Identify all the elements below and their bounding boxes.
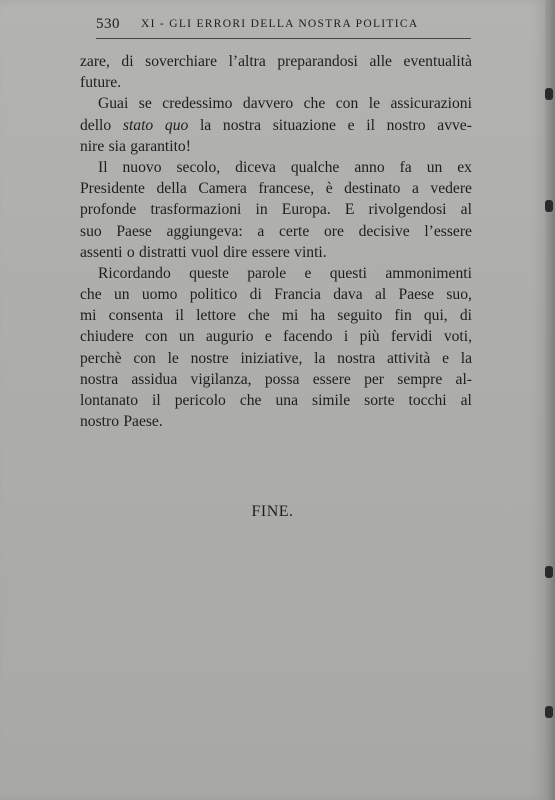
word: di: [459, 307, 472, 325]
word: le: [167, 349, 179, 367]
word: nuovo: [122, 158, 162, 176]
word: assicurazioni: [390, 95, 472, 113]
word: o: [126, 243, 135, 261]
word: e: [442, 349, 449, 367]
word: al: [374, 286, 387, 304]
word: ex: [457, 158, 472, 176]
word: fa: [399, 158, 412, 176]
word: ore: [323, 222, 344, 240]
word: assenti: [80, 243, 123, 261]
word: una: [275, 392, 299, 409]
text-line: [80, 136, 472, 157]
text-line: [80, 411, 472, 432]
word: la: [314, 349, 326, 367]
word: che: [239, 392, 262, 409]
word: voti,: [443, 328, 472, 346]
word: nostro: [386, 116, 426, 134]
word: facendo: [283, 328, 333, 346]
edge-mark: [545, 200, 553, 212]
word: davvero: [242, 95, 294, 113]
word: iniziative,: [240, 349, 303, 367]
word: al-: [455, 370, 472, 388]
text-line: [80, 178, 472, 199]
word: stato: [122, 116, 154, 134]
word: suo: [80, 222, 102, 240]
word: nostra: [337, 349, 376, 367]
word: future.: [80, 74, 122, 92]
word: Europa.: [281, 201, 331, 219]
word: garantito!: [130, 137, 191, 155]
word: al: [460, 201, 472, 219]
word: suo,: [446, 286, 472, 304]
word: avve-: [437, 116, 472, 134]
word: fin: [394, 307, 412, 325]
text-line: [80, 263, 472, 284]
word: politico: [189, 286, 238, 304]
word: ha: [310, 307, 326, 325]
word: con: [335, 95, 359, 113]
word: Paese: [116, 222, 152, 240]
word: con: [145, 328, 168, 346]
word: essere: [251, 243, 290, 261]
word: pericolo: [174, 392, 226, 409]
text-line: [80, 326, 472, 347]
edge-mark: [545, 88, 553, 100]
word: preparandosi: [277, 53, 358, 70]
word: della: [156, 180, 187, 198]
word: lontanato: [80, 392, 139, 409]
word: il: [366, 116, 375, 134]
word: qualche: [290, 158, 340, 176]
word: destinato: [344, 180, 401, 198]
word: secolo,: [176, 158, 221, 176]
word: diceva: [235, 158, 276, 176]
word: e: [347, 116, 355, 134]
end-mark: FINE.: [251, 503, 294, 520]
word: Guai: [98, 95, 129, 113]
text-line: [80, 348, 472, 369]
word: di: [249, 286, 262, 304]
word: attività: [387, 349, 431, 367]
word: al: [460, 392, 472, 409]
word: vinti.: [294, 243, 327, 261]
word: parole: [247, 264, 287, 282]
word: profonde: [80, 201, 137, 219]
chapter-title: XI - GLI ERRORI DELLA NOSTRA POLITICA: [141, 18, 419, 30]
word: questi: [329, 264, 367, 282]
word: alle: [369, 53, 392, 70]
text-line: [80, 72, 472, 93]
word: nire: [80, 137, 105, 155]
word: sempre: [397, 370, 443, 388]
word: e: [264, 328, 272, 346]
text-line: [80, 390, 472, 411]
word: E: [344, 201, 355, 219]
word: vedere: [430, 180, 472, 198]
word: che: [80, 286, 102, 304]
word: la: [199, 116, 212, 134]
word: anno: [354, 158, 385, 176]
word: a: [257, 222, 265, 240]
word: dire: [223, 243, 248, 261]
word: Il: [98, 158, 108, 176]
word: mi: [281, 307, 299, 325]
word: un: [113, 286, 130, 304]
word: per: [364, 370, 384, 388]
word: eventualità: [403, 53, 472, 70]
text-line: [80, 115, 472, 136]
word: a: [411, 180, 419, 198]
word: queste: [189, 264, 229, 282]
running-head: [96, 14, 471, 40]
word: nostra: [222, 116, 262, 134]
word: qui,: [423, 307, 448, 325]
word: francese,: [258, 180, 315, 198]
word: fervidi: [390, 328, 433, 346]
edge-mark: [545, 706, 553, 718]
page-edge: [545, 0, 555, 800]
word: Paese.: [123, 413, 163, 431]
word: le: [368, 95, 381, 113]
text-line: [80, 305, 472, 326]
word: l’altra: [228, 53, 266, 70]
word: più: [359, 328, 380, 346]
word: sia: [108, 137, 126, 155]
word: consenta: [108, 307, 164, 325]
header-rule: [96, 38, 471, 39]
word: che: [303, 95, 326, 113]
word: uomo: [141, 286, 178, 304]
word: mi: [80, 307, 97, 325]
word: certe: [279, 222, 310, 240]
word: la: [460, 349, 472, 367]
word: distratti: [138, 243, 187, 261]
word: sorte: [364, 392, 395, 409]
word: ammonimenti: [385, 264, 472, 282]
word: Ricordando: [98, 264, 171, 282]
word: un: [178, 328, 195, 346]
word: nostre: [190, 349, 229, 367]
word: dava: [333, 286, 363, 304]
word: l’essere: [424, 222, 472, 240]
word: che: [248, 307, 270, 325]
word: se: [138, 95, 152, 113]
word: vuol: [190, 243, 219, 261]
word: seguito: [337, 307, 383, 325]
word: vigilanza,: [190, 370, 252, 388]
word: i: [343, 328, 349, 346]
word: Francia: [274, 286, 321, 304]
word: nostra: [80, 370, 119, 388]
word: di: [121, 53, 134, 70]
word: un: [426, 158, 443, 176]
word: possa: [264, 370, 300, 388]
word: nostro: [80, 413, 119, 431]
text-line: [80, 369, 472, 390]
word: il: [152, 392, 161, 409]
word: è: [325, 180, 333, 198]
word: trasformazioni: [150, 201, 242, 219]
word: essere: [312, 370, 351, 388]
body-text: [80, 51, 472, 432]
word: aggiungeva:: [166, 222, 243, 240]
text-line: [80, 199, 472, 220]
word: tocchi: [408, 392, 447, 409]
word: Presidente: [80, 180, 145, 198]
word: chiudere: [80, 328, 134, 346]
word: augurio: [205, 328, 254, 346]
text-line: [80, 242, 472, 263]
word: dello: [80, 116, 112, 134]
page-number: 530: [96, 16, 120, 32]
word: lettore: [196, 307, 236, 325]
word: Paese: [398, 286, 435, 304]
text-line: [80, 221, 472, 242]
word: con: [133, 349, 156, 367]
word: credessimo: [162, 95, 233, 113]
text-line: [80, 51, 472, 72]
word: zare,: [80, 53, 110, 70]
word: soverchiare: [145, 53, 217, 70]
word: il: [175, 307, 184, 325]
text-line: [80, 284, 472, 305]
word: in: [255, 201, 268, 219]
text-line: [80, 93, 472, 114]
word: Camera: [198, 180, 247, 198]
word: quo: [164, 116, 189, 134]
word: simile: [312, 392, 351, 409]
word: situazione: [272, 116, 336, 134]
edge-mark: [545, 566, 553, 578]
word: perchè: [80, 349, 122, 367]
word: decisive: [358, 222, 410, 240]
word: assidua: [131, 370, 178, 388]
word: rivolgendosi: [368, 201, 447, 219]
text-line: [80, 157, 472, 178]
word: e: [304, 264, 312, 282]
